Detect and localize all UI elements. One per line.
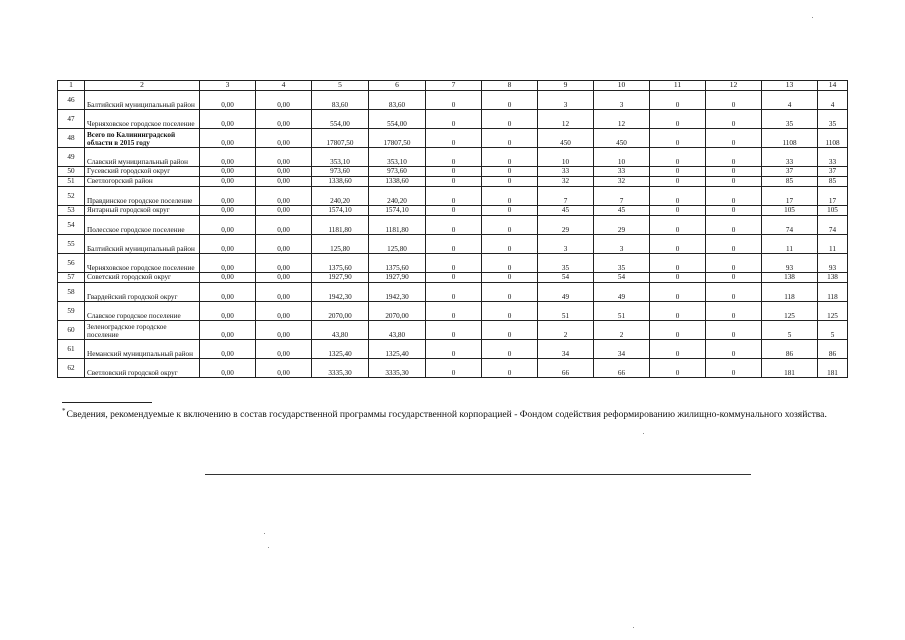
value-cell: 51 (538, 302, 594, 321)
footnote (62, 405, 852, 421)
value-cell: 4 (762, 91, 818, 110)
value-cell: 0,00 (256, 177, 312, 187)
value-cell: 17807,50 (369, 129, 426, 148)
value-cell: 0 (426, 91, 482, 110)
value-cell: 1927,90 (369, 273, 426, 283)
data-table (57, 80, 848, 378)
header-row (58, 81, 848, 91)
value-cell: 32 (594, 177, 650, 187)
table-row (58, 167, 848, 177)
value-cell: 0,00 (256, 235, 312, 254)
scan-speck (643, 433, 644, 434)
value-cell: 2070,00 (369, 302, 426, 321)
value-cell: 0 (426, 148, 482, 167)
value-cell: 0 (426, 206, 482, 216)
value-cell: 0 (650, 216, 706, 235)
value-cell: 0 (650, 273, 706, 283)
value-cell: 0,00 (200, 129, 256, 148)
value-cell: 0 (706, 148, 762, 167)
value-cell: 0 (426, 321, 482, 340)
column-header: 13 (762, 81, 818, 91)
footnote-separator (62, 402, 152, 403)
value-cell: 17 (818, 187, 848, 206)
value-cell: 0 (706, 206, 762, 216)
value-cell: 0,00 (200, 110, 256, 129)
value-cell: 32 (538, 177, 594, 187)
value-cell: 29 (594, 216, 650, 235)
value-cell: 4 (818, 91, 848, 110)
value-cell: 2 (538, 321, 594, 340)
column-header: 6 (369, 81, 426, 91)
value-cell: 0 (482, 167, 538, 177)
value-cell: 125 (762, 302, 818, 321)
scan-speck (264, 533, 265, 534)
value-cell: 45 (594, 206, 650, 216)
value-cell: 12 (538, 110, 594, 129)
value-cell: 0,00 (256, 187, 312, 206)
table-row (58, 283, 848, 302)
value-cell: 353,10 (369, 148, 426, 167)
table-row (58, 148, 848, 167)
row-number-cell: 57 (58, 273, 85, 283)
value-cell: 125 (818, 302, 848, 321)
row-number-cell: 53 (58, 206, 85, 216)
value-cell: 5 (818, 321, 848, 340)
value-cell: 45 (538, 206, 594, 216)
value-cell: 0 (482, 235, 538, 254)
value-cell: 1942,30 (312, 283, 369, 302)
value-cell: 0 (426, 340, 482, 359)
value-cell: 0 (650, 129, 706, 148)
value-cell: 0,00 (200, 187, 256, 206)
value-cell: 0,00 (200, 235, 256, 254)
value-cell: 66 (594, 359, 650, 378)
municipality-name-cell: Балтийский муниципальный район (85, 91, 200, 110)
value-cell: 0 (482, 340, 538, 359)
municipality-name-cell: Черняховское городское поселение (85, 254, 200, 273)
value-cell: 37 (818, 167, 848, 177)
value-cell: 49 (538, 283, 594, 302)
value-cell: 0 (482, 110, 538, 129)
value-cell: 138 (818, 273, 848, 283)
value-cell: 0,00 (256, 340, 312, 359)
value-cell: 54 (594, 273, 650, 283)
value-cell: 0 (426, 110, 482, 129)
value-cell: 1108 (762, 129, 818, 148)
table-row (58, 206, 848, 216)
column-header: 7 (426, 81, 482, 91)
value-cell: 17807,50 (312, 129, 369, 148)
value-cell: 0 (426, 129, 482, 148)
column-header: 1 (58, 81, 85, 91)
value-cell: 0 (426, 283, 482, 302)
row-number-cell: 52 (58, 187, 85, 206)
value-cell: 0 (706, 283, 762, 302)
value-cell: 0,00 (256, 216, 312, 235)
table-row (58, 340, 848, 359)
scan-speck (812, 17, 813, 18)
column-header: 10 (594, 81, 650, 91)
table-row (58, 216, 848, 235)
value-cell: 1181,80 (312, 216, 369, 235)
column-header: 4 (256, 81, 312, 91)
value-cell: 0 (650, 91, 706, 110)
value-cell: 0,00 (256, 359, 312, 378)
value-cell: 0 (482, 148, 538, 167)
value-cell: 3 (538, 91, 594, 110)
value-cell: 240,20 (312, 187, 369, 206)
value-cell: 0 (426, 216, 482, 235)
value-cell: 1942,30 (369, 283, 426, 302)
municipality-name-cell: Светлогорский район (85, 177, 200, 187)
table-row (58, 302, 848, 321)
value-cell: 0 (426, 177, 482, 187)
value-cell: 35 (538, 254, 594, 273)
value-cell: 1574,10 (312, 206, 369, 216)
column-header: 3 (200, 81, 256, 91)
value-cell: 0 (482, 187, 538, 206)
value-cell: 34 (594, 340, 650, 359)
value-cell: 0 (706, 167, 762, 177)
table-row (58, 177, 848, 187)
value-cell: 0 (650, 177, 706, 187)
table-row (58, 129, 848, 148)
value-cell: 240,20 (369, 187, 426, 206)
value-cell: 3 (538, 235, 594, 254)
row-number-cell: 59 (58, 302, 85, 321)
value-cell: 0 (426, 187, 482, 206)
value-cell: 0,00 (200, 91, 256, 110)
column-header: 14 (818, 81, 848, 91)
value-cell: 1338,60 (312, 177, 369, 187)
value-cell: 93 (818, 254, 848, 273)
row-number-cell: 49 (58, 148, 85, 167)
municipality-name-cell: Неманский муниципальный район (85, 340, 200, 359)
value-cell: 0 (650, 187, 706, 206)
column-header: 11 (650, 81, 706, 91)
value-cell: 0,00 (256, 110, 312, 129)
row-number-cell: 55 (58, 235, 85, 254)
value-cell: 0 (482, 283, 538, 302)
table-body (58, 91, 848, 378)
row-number-cell: 48 (58, 129, 85, 148)
value-cell: 0,00 (200, 206, 256, 216)
value-cell: 0 (426, 302, 482, 321)
value-cell: 0 (650, 110, 706, 129)
table-row (58, 321, 848, 340)
value-cell: 0,00 (200, 283, 256, 302)
value-cell: 0 (706, 235, 762, 254)
municipality-name-cell: Янтарный городской округ (85, 206, 200, 216)
value-cell: 85 (762, 177, 818, 187)
value-cell: 74 (818, 216, 848, 235)
value-cell: 0 (426, 167, 482, 177)
value-cell: 0 (482, 254, 538, 273)
value-cell: 1181,80 (369, 216, 426, 235)
value-cell: 0 (706, 340, 762, 359)
table-row (58, 273, 848, 283)
value-cell: 83,60 (312, 91, 369, 110)
value-cell: 0 (426, 235, 482, 254)
value-cell: 35 (762, 110, 818, 129)
value-cell: 118 (762, 283, 818, 302)
value-cell: 0,00 (256, 206, 312, 216)
value-cell: 0,00 (200, 177, 256, 187)
value-cell: 105 (818, 206, 848, 216)
value-cell: 554,00 (369, 110, 426, 129)
bottom-rule (205, 474, 751, 475)
value-cell: 0 (706, 129, 762, 148)
value-cell: 0 (706, 359, 762, 378)
value-cell: 973,60 (369, 167, 426, 177)
value-cell: 0 (482, 129, 538, 148)
value-cell: 3 (594, 235, 650, 254)
value-cell: 1108 (818, 129, 848, 148)
municipality-name-cell: Славский муниципальный район (85, 148, 200, 167)
municipality-name-cell: Балтийский муниципальный район (85, 235, 200, 254)
value-cell: 0 (426, 273, 482, 283)
municipality-name-cell: Советский городской округ (85, 273, 200, 283)
value-cell: 0,00 (200, 254, 256, 273)
value-cell: 17 (762, 187, 818, 206)
value-cell: 0,00 (256, 283, 312, 302)
value-cell: 138 (762, 273, 818, 283)
municipality-name-cell: Всего по Калининградской области в 2015 году (85, 129, 200, 148)
table-row (58, 91, 848, 110)
value-cell: 0 (650, 359, 706, 378)
table-row (58, 235, 848, 254)
value-cell: 0 (482, 206, 538, 216)
value-cell: 54 (538, 273, 594, 283)
value-cell: 3 (594, 91, 650, 110)
value-cell: 86 (818, 340, 848, 359)
value-cell: 83,60 (369, 91, 426, 110)
value-cell: 125,80 (369, 235, 426, 254)
value-cell: 0 (650, 254, 706, 273)
value-cell: 0,00 (200, 302, 256, 321)
municipality-name-cell: Черняховское городское поселение (85, 110, 200, 129)
municipality-name-cell: Светловский городской округ (85, 359, 200, 378)
row-number-cell: 62 (58, 359, 85, 378)
value-cell: 33 (594, 167, 650, 177)
value-cell: 0 (482, 91, 538, 110)
value-cell: 0 (426, 359, 482, 378)
value-cell: 0,00 (200, 273, 256, 283)
value-cell: 1325,40 (369, 340, 426, 359)
value-cell: 0 (426, 254, 482, 273)
value-cell: 43,80 (369, 321, 426, 340)
value-cell: 1325,40 (312, 340, 369, 359)
row-number-cell: 46 (58, 91, 85, 110)
value-cell: 0,00 (256, 254, 312, 273)
scan-speck (633, 627, 634, 628)
value-cell: 66 (538, 359, 594, 378)
row-number-cell: 51 (58, 177, 85, 187)
value-cell: 7 (594, 187, 650, 206)
column-header: 5 (312, 81, 369, 91)
value-cell: 11 (762, 235, 818, 254)
value-cell: 0 (650, 302, 706, 321)
value-cell: 0 (650, 235, 706, 254)
value-cell: 0 (650, 206, 706, 216)
value-cell: 0,00 (256, 91, 312, 110)
value-cell: 353,10 (312, 148, 369, 167)
value-cell: 181 (762, 359, 818, 378)
column-header: 2 (85, 81, 200, 91)
value-cell: 5 (762, 321, 818, 340)
value-cell: 0 (706, 177, 762, 187)
value-cell: 0 (706, 110, 762, 129)
row-number-cell: 56 (58, 254, 85, 273)
value-cell: 0,00 (200, 359, 256, 378)
value-cell: 0 (650, 167, 706, 177)
value-cell: 0 (706, 321, 762, 340)
value-cell: 0 (650, 340, 706, 359)
value-cell: 33 (538, 167, 594, 177)
value-cell: 2 (594, 321, 650, 340)
row-number-cell: 54 (58, 216, 85, 235)
value-cell: 34 (538, 340, 594, 359)
value-cell: 93 (762, 254, 818, 273)
value-cell: 0,00 (256, 302, 312, 321)
table-row (58, 110, 848, 129)
value-cell: 35 (594, 254, 650, 273)
value-cell: 0 (482, 302, 538, 321)
value-cell: 74 (762, 216, 818, 235)
municipality-name-cell: Гусевский городской округ (85, 167, 200, 177)
value-cell: 125,80 (312, 235, 369, 254)
value-cell: 0,00 (256, 321, 312, 340)
value-cell: 1375,60 (312, 254, 369, 273)
footnote-mark: * (62, 407, 66, 415)
value-cell: 85 (818, 177, 848, 187)
value-cell: 0,00 (200, 216, 256, 235)
row-number-cell: 60 (58, 321, 85, 340)
value-cell: 105 (762, 206, 818, 216)
value-cell: 450 (594, 129, 650, 148)
municipality-name-cell: Славское городское поселение (85, 302, 200, 321)
value-cell: 0 (482, 216, 538, 235)
value-cell: 0,00 (256, 148, 312, 167)
value-cell: 0 (706, 302, 762, 321)
value-cell: 2070,00 (312, 302, 369, 321)
value-cell: 0 (482, 359, 538, 378)
municipality-name-cell: Зеленоградское городское поселение (85, 321, 200, 340)
municipality-name-cell: Полесское городское поселение (85, 216, 200, 235)
value-cell: 0,00 (200, 340, 256, 359)
value-cell: 0 (650, 148, 706, 167)
municipality-name-cell: Правдинское городское поселение (85, 187, 200, 206)
value-cell: 0 (706, 254, 762, 273)
value-cell: 86 (762, 340, 818, 359)
value-cell: 0,00 (256, 273, 312, 283)
value-cell: 3335,30 (369, 359, 426, 378)
table-row (58, 254, 848, 273)
value-cell: 29 (538, 216, 594, 235)
footnote-text: Сведения, рекомендуемые к включению в состав государственной программы государственной корпорацией - Фондом содействия реформированию жилищно-коммунального хозяйства. (66, 409, 827, 421)
value-cell: 1375,60 (369, 254, 426, 273)
value-cell: 0,00 (200, 148, 256, 167)
value-cell: 0 (482, 177, 538, 187)
value-cell: 33 (762, 148, 818, 167)
value-cell: 1338,60 (369, 177, 426, 187)
value-cell: 7 (538, 187, 594, 206)
row-number-cell: 50 (58, 167, 85, 177)
value-cell: 973,60 (312, 167, 369, 177)
value-cell: 0 (706, 273, 762, 283)
value-cell: 0,00 (256, 129, 312, 148)
value-cell: 0,00 (256, 167, 312, 177)
column-header: 9 (538, 81, 594, 91)
value-cell: 0 (706, 187, 762, 206)
value-cell: 118 (818, 283, 848, 302)
value-cell: 0 (482, 321, 538, 340)
value-cell: 1927,90 (312, 273, 369, 283)
value-cell: 554,00 (312, 110, 369, 129)
row-number-cell: 58 (58, 283, 85, 302)
column-header: 8 (482, 81, 538, 91)
row-number-cell: 61 (58, 340, 85, 359)
scan-speck (268, 547, 269, 548)
value-cell: 51 (594, 302, 650, 321)
value-cell: 0,00 (200, 167, 256, 177)
value-cell: 0 (706, 216, 762, 235)
value-cell: 0 (482, 273, 538, 283)
value-cell: 0 (650, 321, 706, 340)
value-cell: 49 (594, 283, 650, 302)
value-cell: 10 (538, 148, 594, 167)
value-cell: 35 (818, 110, 848, 129)
value-cell: 10 (594, 148, 650, 167)
value-cell: 0,00 (200, 321, 256, 340)
value-cell: 0 (650, 283, 706, 302)
value-cell: 1574,10 (369, 206, 426, 216)
row-number-cell: 47 (58, 110, 85, 129)
municipality-name-cell: Гвардейский городской округ (85, 283, 200, 302)
table-row (58, 359, 848, 378)
value-cell: 181 (818, 359, 848, 378)
table-row (58, 187, 848, 206)
value-cell: 37 (762, 167, 818, 177)
value-cell: 0 (706, 91, 762, 110)
value-cell: 450 (538, 129, 594, 148)
column-header: 12 (706, 81, 762, 91)
value-cell: 12 (594, 110, 650, 129)
value-cell: 11 (818, 235, 848, 254)
value-cell: 43,80 (312, 321, 369, 340)
value-cell: 33 (818, 148, 848, 167)
value-cell: 3335,30 (312, 359, 369, 378)
